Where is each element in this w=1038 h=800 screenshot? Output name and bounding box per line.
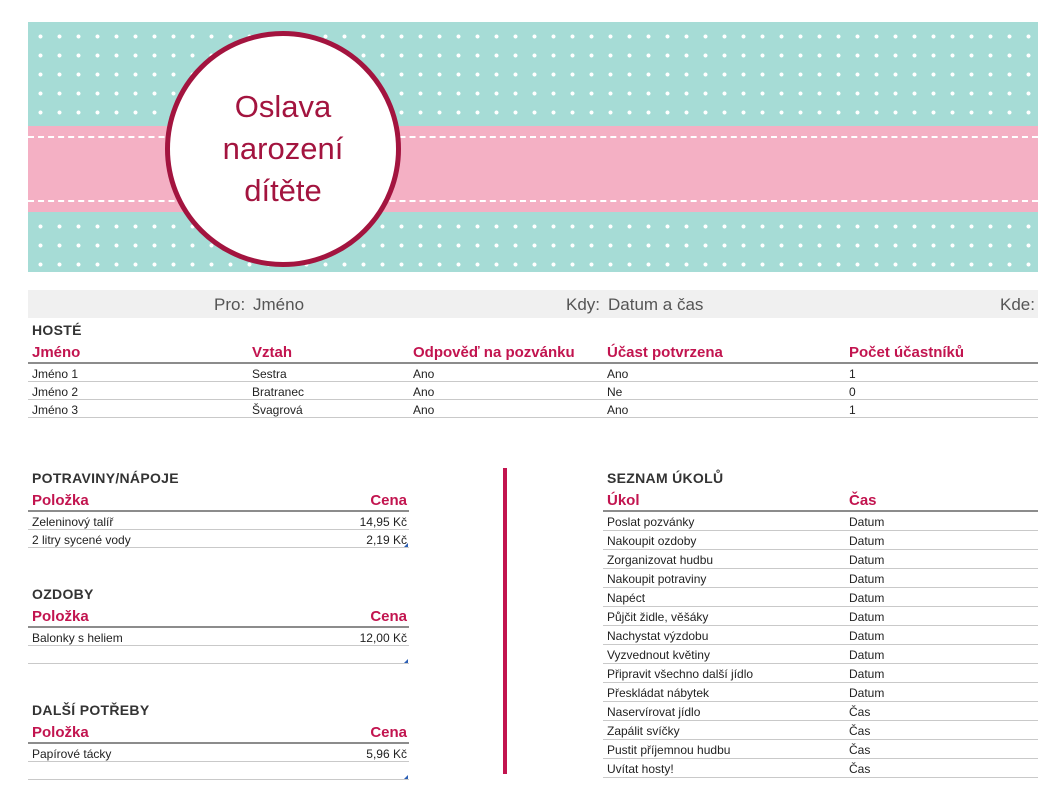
tasks-row xyxy=(603,721,1038,740)
supplies-header-1: Cena xyxy=(370,724,407,741)
decor-cell-1[interactable]: 12,00 Kč xyxy=(359,631,407,645)
tasks-row xyxy=(603,569,1038,588)
guests-header-2: Odpověď na pozvánku xyxy=(413,344,575,361)
banner-title-line-1: Oslava xyxy=(234,89,332,124)
tasks-row xyxy=(603,645,1038,664)
tasks-cell-1[interactable]: Datum xyxy=(849,667,885,681)
tasks-row xyxy=(603,759,1038,778)
guests-cell-4[interactable]: 1 xyxy=(849,403,856,417)
tasks-cell-1[interactable]: Datum xyxy=(849,572,885,586)
guests-row xyxy=(28,382,1038,400)
tasks-row xyxy=(603,626,1038,645)
tasks-row xyxy=(603,683,1038,702)
guests-cell-1[interactable]: Švagrová xyxy=(252,403,303,417)
decor-header-0: Položka xyxy=(32,608,89,625)
guests-row xyxy=(28,400,1038,418)
guests-header-3: Účast potvrzena xyxy=(607,344,723,361)
banner-title-line-3: dítěte xyxy=(244,173,322,208)
tasks-row xyxy=(603,702,1038,721)
tasks-cell-0[interactable]: Připravit všechno další jídlo xyxy=(607,667,754,681)
tasks-row xyxy=(603,740,1038,759)
info-bar xyxy=(28,290,1038,318)
tasks-cell-0[interactable]: Zapálit svíčky xyxy=(607,724,680,738)
for-value[interactable]: Jméno xyxy=(253,295,305,314)
guests-cell-0[interactable]: Jméno 2 xyxy=(32,385,79,399)
decor-table-resize-handle[interactable] xyxy=(404,659,408,663)
tasks-cell-1[interactable]: Čas xyxy=(849,705,871,719)
tasks-cell-1[interactable]: Čas xyxy=(849,724,871,738)
tasks-header-1: Čas xyxy=(849,492,877,509)
banner xyxy=(28,22,1038,272)
tasks-cell-0[interactable]: Zorganizovat hudbu xyxy=(607,553,714,567)
tasks-cell-0[interactable]: Vyzvednout květiny xyxy=(607,648,710,662)
tasks-cell-1[interactable]: Datum xyxy=(849,591,885,605)
guests-cell-0[interactable]: Jméno 1 xyxy=(32,367,79,381)
when-label: Kdy: xyxy=(566,295,601,314)
guests-header-0: Jméno xyxy=(32,344,81,361)
tasks-title: SEZNAM ÚKOLŮ xyxy=(607,470,724,486)
guests-cell-1[interactable]: Bratranec xyxy=(252,385,305,399)
tasks-cell-0[interactable]: Uvítat hosty! xyxy=(607,762,674,776)
guests-cell-3[interactable]: Ano xyxy=(607,403,629,417)
decor-row xyxy=(28,628,409,646)
food-cell-1[interactable]: 2,19 Kč xyxy=(366,533,407,547)
decor-cell-0[interactable]: Balonky s heliem xyxy=(32,631,123,645)
tasks-cell-0[interactable]: Poslat pozvánky xyxy=(607,515,695,529)
tasks-row xyxy=(603,512,1038,531)
supplies-row xyxy=(28,762,409,780)
tasks-cell-0[interactable]: Přeskládat nábytek xyxy=(607,686,710,700)
tasks-cell-1[interactable]: Čas xyxy=(849,743,871,757)
food-row xyxy=(28,512,409,530)
decor-header-1: Cena xyxy=(370,608,407,625)
when-value[interactable]: Datum a čas xyxy=(608,295,704,314)
title-circle xyxy=(165,31,401,267)
decor-row xyxy=(28,646,409,664)
tasks-cell-0[interactable]: Nakoupit ozdoby xyxy=(607,534,697,548)
food-header-0: Položka xyxy=(32,492,89,509)
guests-cell-2[interactable]: Ano xyxy=(413,367,435,381)
guests-header-4: Počet účastníků xyxy=(849,344,965,361)
tasks-cell-0[interactable]: Napéct xyxy=(607,591,646,605)
column-divider xyxy=(503,468,507,774)
tasks-row xyxy=(603,607,1038,626)
food-cell-0[interactable]: 2 litry sycené vody xyxy=(32,533,131,547)
guests-cell-2[interactable]: Ano xyxy=(413,403,435,417)
supplies-title: DALŠÍ POTŘEBY xyxy=(32,702,150,718)
banner-title-line-2: narození xyxy=(222,131,344,166)
supplies-row xyxy=(28,744,409,762)
food-cell-1[interactable]: 14,95 Kč xyxy=(359,515,407,529)
guests-cell-1[interactable]: Sestra xyxy=(252,367,287,381)
food-table-resize-handle[interactable] xyxy=(404,543,408,547)
tasks-row xyxy=(603,550,1038,569)
tasks-row xyxy=(603,588,1038,607)
tasks-cell-0[interactable]: Půjčit židle, věšáky xyxy=(607,610,709,624)
guests-header-1: Vztah xyxy=(252,344,293,361)
guests-cell-3[interactable]: Ano xyxy=(607,367,629,381)
tasks-cell-1[interactable]: Datum xyxy=(849,534,885,548)
banner-title xyxy=(203,86,363,212)
food-cell-0[interactable]: Zeleninový talíř xyxy=(32,515,114,529)
guests-row xyxy=(28,364,1038,382)
tasks-cell-1[interactable]: Datum xyxy=(849,629,885,643)
decor-title: OZDOBY xyxy=(32,586,94,602)
for-label: Pro: xyxy=(214,295,246,314)
supplies-table-resize-handle[interactable] xyxy=(404,775,408,779)
tasks-cell-1[interactable]: Datum xyxy=(849,610,885,624)
guests-cell-0[interactable]: Jméno 3 xyxy=(32,403,79,417)
tasks-row xyxy=(603,531,1038,550)
tasks-cell-0[interactable]: Nachystat výzdobu xyxy=(607,629,709,643)
guests-cell-3[interactable]: Ne xyxy=(607,385,623,399)
tasks-cell-0[interactable]: Naservírovat jídlo xyxy=(607,705,701,719)
guests-title: HOSTÉ xyxy=(32,322,82,338)
tasks-cell-0[interactable]: Nakoupit potraviny xyxy=(607,572,707,586)
tasks-cell-1[interactable]: Datum xyxy=(849,648,885,662)
tasks-row xyxy=(603,664,1038,683)
guests-cell-4[interactable]: 0 xyxy=(849,385,856,399)
supplies-cell-1[interactable]: 5,96 Kč xyxy=(366,747,407,761)
guests-cell-2[interactable]: Ano xyxy=(413,385,435,399)
food-title: POTRAVINY/NÁPOJE xyxy=(32,470,179,486)
tasks-header-0: Úkol xyxy=(607,492,640,509)
tasks-cell-1[interactable]: Datum xyxy=(849,686,885,700)
tasks-cell-1[interactable]: Datum xyxy=(849,515,885,529)
supplies-cell-0[interactable]: Papírové tácky xyxy=(32,747,112,761)
food-header-1: Cena xyxy=(370,492,407,509)
food-row xyxy=(28,530,409,548)
guests-cell-4[interactable]: 1 xyxy=(849,367,856,381)
tasks-cell-1[interactable]: Čas xyxy=(849,762,871,776)
tasks-cell-1[interactable]: Datum xyxy=(849,553,885,567)
supplies-header-0: Položka xyxy=(32,724,89,741)
where-label: Kde: xyxy=(1000,295,1035,314)
tasks-cell-0[interactable]: Pustit příjemnou hudbu xyxy=(607,743,731,757)
